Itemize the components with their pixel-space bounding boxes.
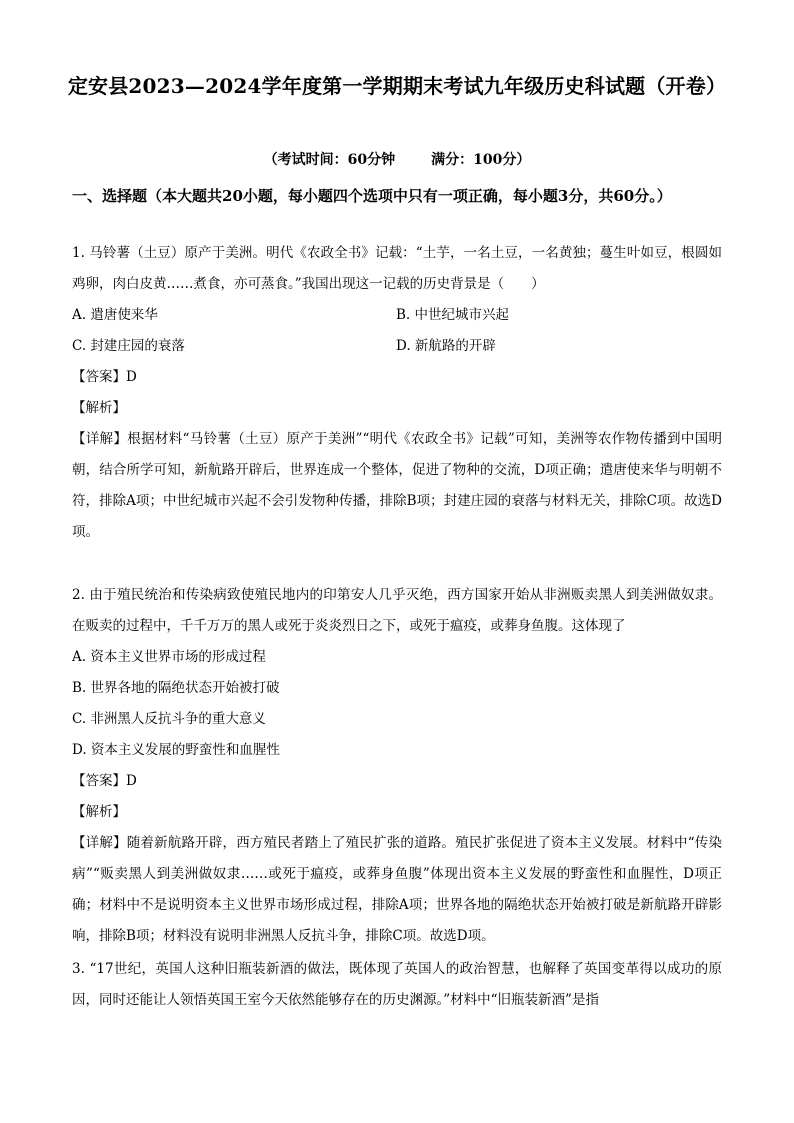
question-1-option-a: A. 遣唐使来华 (72, 307, 158, 323)
question-2-option-a: A. 资本主义世界市场的形成过程 (72, 649, 266, 665)
section-heading: 一、选择题（本大题共20小题，每小题四个选项中只有一项正确，每小题3分，共60分。） (72, 187, 672, 205)
exam-time: （考试时间：60分钟 (263, 152, 396, 168)
exam-info (0, 150, 794, 170)
question-1-option-b: B. 中世纪城市兴起 (396, 307, 510, 323)
question-2-answer: 【答案】D (72, 773, 137, 789)
question-1-answer: 【答案】D (72, 369, 137, 385)
question-2-detail: 【详解】随着新航路开辟，西方殖民者踏上了殖民扩张的道路。殖民扩张促进了资本主义发展。材料中“传染病”“贩卖黑人到美洲做奴隶……或死于瘟疫，或葬身鱼腹”体现出资本主义发展的野蛮性和血腥性，D项正确；材料中不是说明资本主义世界市场形成过程，排除A项；世界各地的隔绝状态开始被打破是新航路开辟影响，排除B项；材料没有说明非洲黑人反抗斗争，排除C项。故选D项。 (72, 835, 722, 944)
question-2-option-c: C. 非洲黑人反抗斗争的重大意义 (72, 711, 266, 727)
full-score: 满分：100分） (431, 152, 531, 168)
question-1-analysis: 【解析】 (72, 400, 126, 416)
question-1-stem: 1. 马铃薯（土豆）原产于美洲。明代《农政全书》记载：“土芋，一名土豆，一名黄独；蔓生叶如豆，根圆如鸡卵，肉白皮黄……煮食，亦可蒸食。”我国出现这一记载的历史背景是（ ） (72, 245, 722, 292)
question-1-option-d: D. 新航路的开辟 (396, 338, 496, 354)
question-2-option-d: D. 资本主义发展的野蛮性和血腥性 (72, 742, 280, 758)
question-1-option-c: C. 封建庄园的衰落 (72, 338, 185, 354)
question-1-detail: 【详解】根据材料“马铃薯（土豆）原产于美洲”“明代《农政全书》记载”可知，美洲等农作物传播到中国明朝，结合所学可知，新航路开辟后，世界连成一个整体，促进了物种的交流，D项正确；遣唐使来华与明朝不符，排除A项；中世纪城市兴起不会引发物种传播，排除B项；封建庄园的衰落与材料无关，排除C项。故选D项。 (72, 431, 722, 540)
question-3-stem: 3. “17世纪，英国人这种旧瓶装新酒的做法，既体现了英国人的政治智慧，也解释了英国变革得以成功的原因，同时还能让人领悟英国王室今天依然能够存在的历史渊源。”材料中“旧瓶装新酒”是指 (72, 961, 722, 1008)
question-2-stem: 2. 由于殖民统治和传染病致使殖民地内的印第安人几乎灭绝，西方国家开始从非洲贩卖黑人到美洲做奴隶。在贩卖的过程中，千千万万的黑人或死于炎炎烈日之下，或死于瘟疫，或葬身鱼腹。这体现了 (72, 587, 722, 634)
question-2-option-b: B. 世界各地的隔绝状态开始被打破 (72, 680, 280, 696)
question-2-analysis: 【解析】 (72, 804, 126, 820)
page-title: 定安县2023—2024学年度第一学期期末考试九年级历史科试题（开卷） (67, 74, 727, 98)
